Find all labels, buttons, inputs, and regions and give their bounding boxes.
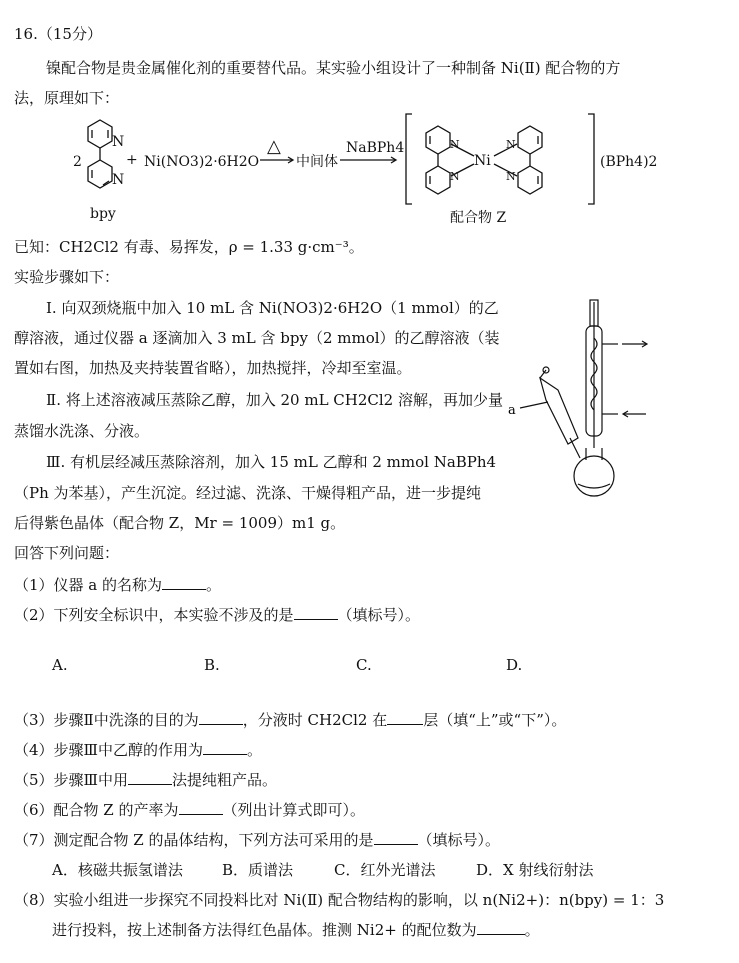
q1-blank[interactable] [162, 575, 206, 590]
q6: （6）配合物 Z 的产率为 （列出计算式即可）。 [14, 801, 366, 819]
q4-blank[interactable] [203, 740, 247, 755]
q3-blank-2[interactable] [387, 710, 423, 725]
plus-sign: + [126, 152, 138, 168]
q2-option-c[interactable]: C. [356, 656, 372, 674]
steps-title: 实验步骤如下： [14, 268, 120, 286]
coefficient: 2 [73, 154, 82, 170]
q7: （7）测定配合物 Z 的晶体结构，下列方法可采用的是 （填标号）。 [14, 831, 501, 849]
svg-text:N: N [506, 170, 516, 183]
q7-option-c[interactable]: C．红外光谱法 [334, 861, 436, 879]
q7-blank[interactable] [374, 830, 418, 845]
intro-line-1: 镍配合物是贵金属催化剂的重要替代品。某实验小组设计了一种制备 Ni(Ⅱ) 配合物的方 [46, 59, 621, 77]
step1-line-2: 醇溶液，通过仪器 a 逐滴加入 3 mL 含 bpy（2 mmol）的乙醇溶液（装 [14, 329, 500, 347]
q2: （2）下列安全标识中，本实验不涉及的是 （填标号）。 [14, 606, 421, 624]
instrument-a-label: a [508, 403, 516, 418]
q8-blank[interactable] [477, 920, 525, 935]
step3-line-3: 后得紫色晶体（配合物 Z，Mr = 1009）m1 g。 [14, 514, 346, 532]
nabph4-label: NaBPh4 [346, 140, 405, 156]
q6-blank[interactable] [179, 800, 223, 815]
reaction-scheme [60, 108, 658, 226]
q2-option-d[interactable]: D. [506, 656, 523, 674]
intro-line-2: 法，原理如下： [14, 89, 120, 107]
svg-text:N: N [112, 134, 125, 150]
nickel-center: Ni [474, 153, 491, 169]
apparatus-diagram [500, 298, 660, 498]
nickel-nitrate-reagent: Ni(NO3)2·6H2O [144, 154, 260, 170]
svg-text:N: N [450, 138, 460, 151]
q3: （3）步骤Ⅱ中洗涤的目的为 ，分液时 CH2Cl2 在 层（填“上”或“下”）。 [14, 711, 567, 729]
heat-symbol: △ [267, 136, 281, 157]
step2-line-2: 蒸馏水洗涤、分液。 [14, 422, 150, 440]
q5-blank[interactable] [128, 770, 172, 785]
q8-line-1: （8）实验小组进一步探究不同投料比对 Ni(Ⅱ) 配合物结构的影响，以 n(Ni2+)：n(bpy) = 1：3 [14, 891, 665, 909]
answer-prompt: 回答下列问题： [14, 544, 120, 562]
bpy-label: bpy [90, 206, 116, 222]
known-info: 已知：CH2Cl2 有毒、易挥发，ρ = 1.33 g·cm⁻³。 [14, 238, 364, 256]
q2-blank[interactable] [294, 605, 338, 620]
q5: （5）步骤Ⅲ中用 法提纯粗产品。 [14, 771, 278, 789]
svg-text:N: N [506, 138, 516, 151]
q1: （1）仪器 a 的名称为 。 [14, 576, 222, 594]
step1-line-3: 置如右图，加热及夹持装置省略），加热搅拌，冷却至室温。 [14, 359, 412, 377]
q2-option-a[interactable]: A. [52, 656, 68, 674]
step2-line-1: Ⅱ. 将上述溶液减压蒸除乙醇，加入 20 mL CH2Cl2 溶解，再加少量 [46, 391, 503, 409]
step3-line-2: （Ph 为苯基），产生沉淀。经过滤、洗涤、干燥得粗产品，进一步提纯 [14, 484, 482, 502]
complex-z-label: 配合物 Z [450, 210, 507, 226]
q7-option-b[interactable]: B．质谱法 [222, 861, 294, 879]
intermediate-label: 中间体 [296, 154, 338, 170]
q8-line-2: 进行投料，按上述制备方法得红色晶体。推测 Ni2+ 的配位数为 。 [52, 921, 540, 939]
q4: （4）步骤Ⅲ中乙醇的作用为 。 [14, 741, 263, 759]
counterion: (BPh4)2 [600, 154, 658, 170]
q2-option-b[interactable]: B. [204, 656, 220, 674]
question-number: 16.（15分） [14, 25, 102, 43]
step3-line-1: Ⅲ. 有机层经减压蒸除溶剂，加入 15 mL 乙醇和 2 mmol NaBPh4 [46, 453, 497, 471]
q7-option-d[interactable]: D．X 射线衍射法 [476, 861, 594, 879]
svg-text:N: N [112, 172, 125, 188]
q7-option-a[interactable]: A．核磁共振氢谱法 [52, 861, 183, 879]
step1-line-1: Ⅰ. 向双颈烧瓶中加入 10 mL 含 Ni(NO3)2·6H2O（1 mmol）的乙 [46, 299, 499, 317]
q3-blank-1[interactable] [199, 710, 243, 725]
svg-text:N: N [450, 170, 460, 183]
